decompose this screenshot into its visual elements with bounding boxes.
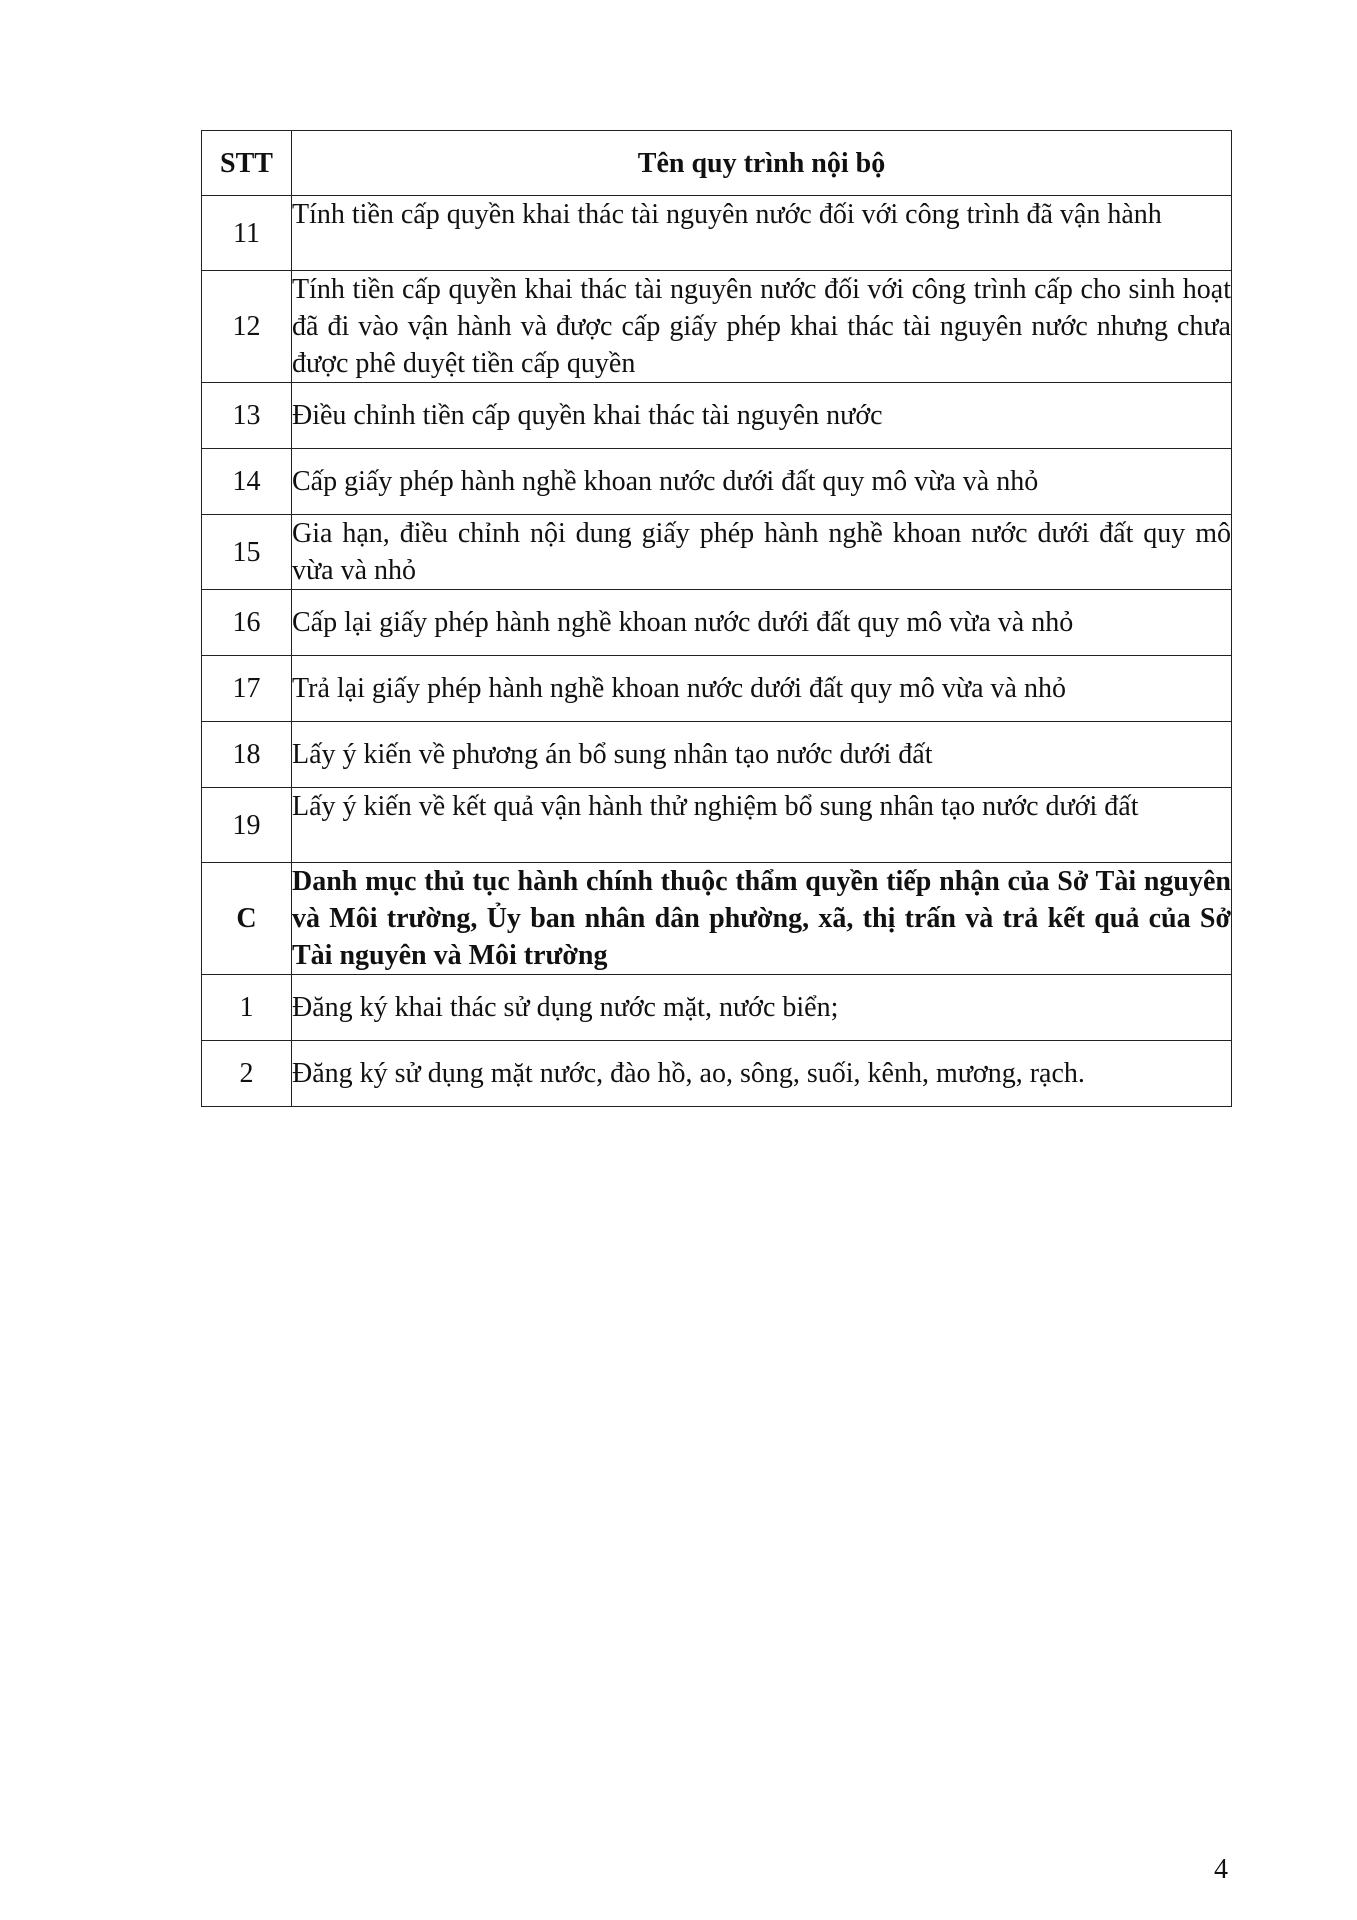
row-name: Điều chỉnh tiền cấp quyền khai thác tài nguyên nước bbox=[292, 383, 1232, 449]
row-name: Đăng ký khai thác sử dụng nước mặt, nước biển; bbox=[292, 975, 1232, 1041]
row-name: Lấy ý kiến về phương án bổ sung nhân tạo nước dưới đất bbox=[292, 722, 1232, 788]
row-name: Trả lại giấy phép hành nghề khoan nước dưới đất quy mô vừa và nhỏ bbox=[292, 656, 1232, 722]
row-name: Tính tiền cấp quyền khai thác tài nguyên nước đối với công trình cấp cho sinh hoạt đã đi vào vận hành và được cấp giấy phép khai thác tài nguyên nước nhưng chưa được phê duyệt tiền cấp quyền bbox=[292, 271, 1232, 383]
table-row bbox=[202, 196, 1232, 271]
table-row bbox=[202, 590, 1232, 656]
row-stt: 17 bbox=[202, 656, 292, 722]
row-stt: 12 bbox=[202, 271, 292, 383]
row-name: Tính tiền cấp quyền khai thác tài nguyên nước đối với công trình đã vận hành bbox=[292, 196, 1232, 271]
row-name: Cấp giấy phép hành nghề khoan nước dưới đất quy mô vừa và nhỏ bbox=[292, 449, 1232, 515]
table-row bbox=[202, 975, 1232, 1041]
row-name: Cấp lại giấy phép hành nghề khoan nước dưới đất quy mô vừa và nhỏ bbox=[292, 590, 1232, 656]
row-name: Đăng ký sử dụng mặt nước, đào hồ, ao, sông, suối, kênh, mương, rạch. bbox=[292, 1041, 1232, 1107]
page-number: 4 bbox=[1214, 1854, 1228, 1885]
row-name: Lấy ý kiến về kết quả vận hành thử nghiệm bổ sung nhân tạo nước dưới đất bbox=[292, 788, 1232, 863]
header-stt: STT bbox=[202, 131, 292, 196]
row-name: Danh mục thủ tục hành chính thuộc thẩm quyền tiếp nhận của Sở Tài nguyên và Môi trường, Ủy ban nhân dân phường, xã, thị trấn và trả kết quả của Sở Tài nguyên và Môi trường bbox=[292, 863, 1232, 975]
table-row bbox=[202, 788, 1232, 863]
table-row bbox=[202, 271, 1232, 383]
table-header-row bbox=[202, 131, 1232, 196]
table-row bbox=[202, 515, 1232, 590]
row-stt: 18 bbox=[202, 722, 292, 788]
row-stt: 1 bbox=[202, 975, 292, 1041]
header-name: Tên quy trình nội bộ bbox=[292, 131, 1232, 196]
table-row-section-heading bbox=[202, 863, 1232, 975]
table-row bbox=[202, 656, 1232, 722]
row-name: Gia hạn, điều chỉnh nội dung giấy phép hành nghề khoan nước dưới đất quy mô vừa và nhỏ bbox=[292, 515, 1232, 590]
row-stt: 15 bbox=[202, 515, 292, 590]
row-stt: 11 bbox=[202, 196, 292, 271]
table-row bbox=[202, 449, 1232, 515]
procedures-table bbox=[201, 130, 1232, 1107]
table-row bbox=[202, 383, 1232, 449]
table-row bbox=[202, 722, 1232, 788]
row-stt: 14 bbox=[202, 449, 292, 515]
table-row bbox=[202, 1041, 1232, 1107]
row-stt: 13 bbox=[202, 383, 292, 449]
row-stt: 19 bbox=[202, 788, 292, 863]
row-stt: 16 bbox=[202, 590, 292, 656]
row-stt: 2 bbox=[202, 1041, 292, 1107]
row-stt: C bbox=[202, 863, 292, 975]
